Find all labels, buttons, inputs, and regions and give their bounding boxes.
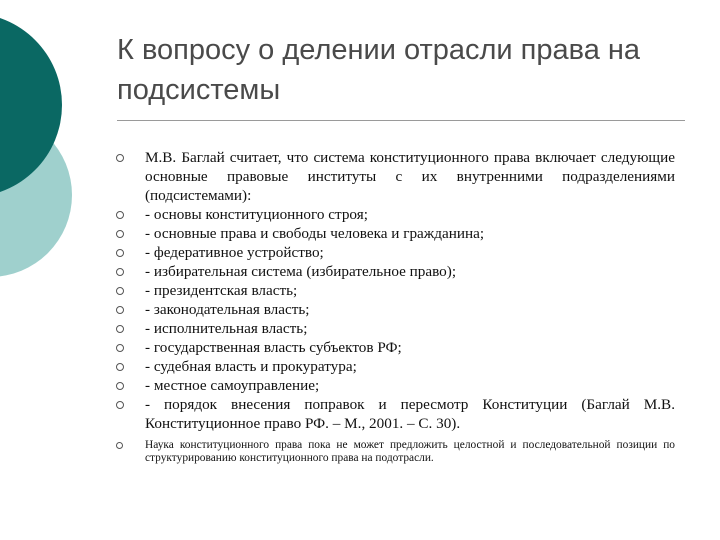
bullet-icon — [116, 154, 124, 162]
decorative-circles — [0, 0, 110, 300]
bullet-icon — [116, 325, 124, 333]
list-item-text: - избирательная система (избирательное право); — [145, 263, 457, 280]
list-item-text: - исполнительная власть; — [145, 320, 308, 337]
list-item — [110, 205, 675, 224]
list-item — [110, 148, 675, 205]
slide-title: К вопросу о делении отрасли права на подсистемы — [117, 34, 641, 106]
bullet-icon — [116, 344, 124, 352]
title-divider — [117, 120, 685, 121]
list-item — [110, 224, 675, 243]
list-item — [110, 281, 675, 300]
list-item — [110, 357, 675, 376]
list-item-text: - президентская власть; — [145, 282, 298, 299]
list-item — [110, 376, 675, 395]
list-item-text: - федеративное устройство; — [145, 244, 324, 261]
bullet-icon — [116, 268, 124, 276]
note-text: Наука конституционного права пока не может предложить целостной и последовательной позиции по структурированию конституционного права на подотрасли. — [145, 439, 675, 464]
bullet-icon — [116, 249, 124, 257]
bullet-icon — [116, 211, 124, 219]
bullet-icon — [116, 287, 124, 295]
list-item — [110, 300, 675, 319]
list-item-text: - государственная власть субъектов РФ; — [145, 339, 402, 356]
bullet-list — [110, 148, 675, 465]
list-item — [110, 395, 675, 433]
list-item — [110, 338, 675, 357]
bullet-icon — [116, 442, 123, 449]
note-item — [110, 439, 675, 465]
list-item-text: - судебная власть и прокуратура; — [145, 358, 357, 375]
list-item-text: - местное самоуправление; — [145, 377, 320, 394]
list-item — [110, 319, 675, 338]
list-item-text: М.В. Баглай считает, что система конституционного права включает следующие основные правовые институты с их внутренними подразделениями (подсистемами): — [145, 149, 675, 204]
list-item — [110, 243, 675, 262]
list-item-text: - законодательная власть; — [145, 301, 310, 318]
bullet-icon — [116, 230, 124, 238]
list-item-text: - основы конституционного строя; — [145, 206, 368, 223]
list-item-text: - порядок внесения поправок и пересмотр Конституции (Баглай М.В. Конституционное право РФ. – М., 2001. – С. 30). — [145, 396, 675, 432]
bullet-icon — [116, 382, 124, 390]
bullet-icon — [116, 401, 124, 409]
list-item — [110, 262, 675, 281]
bullet-icon — [116, 363, 124, 371]
bullet-icon — [116, 306, 124, 314]
list-item-text: - основные права и свободы человека и гражданина; — [145, 225, 485, 242]
